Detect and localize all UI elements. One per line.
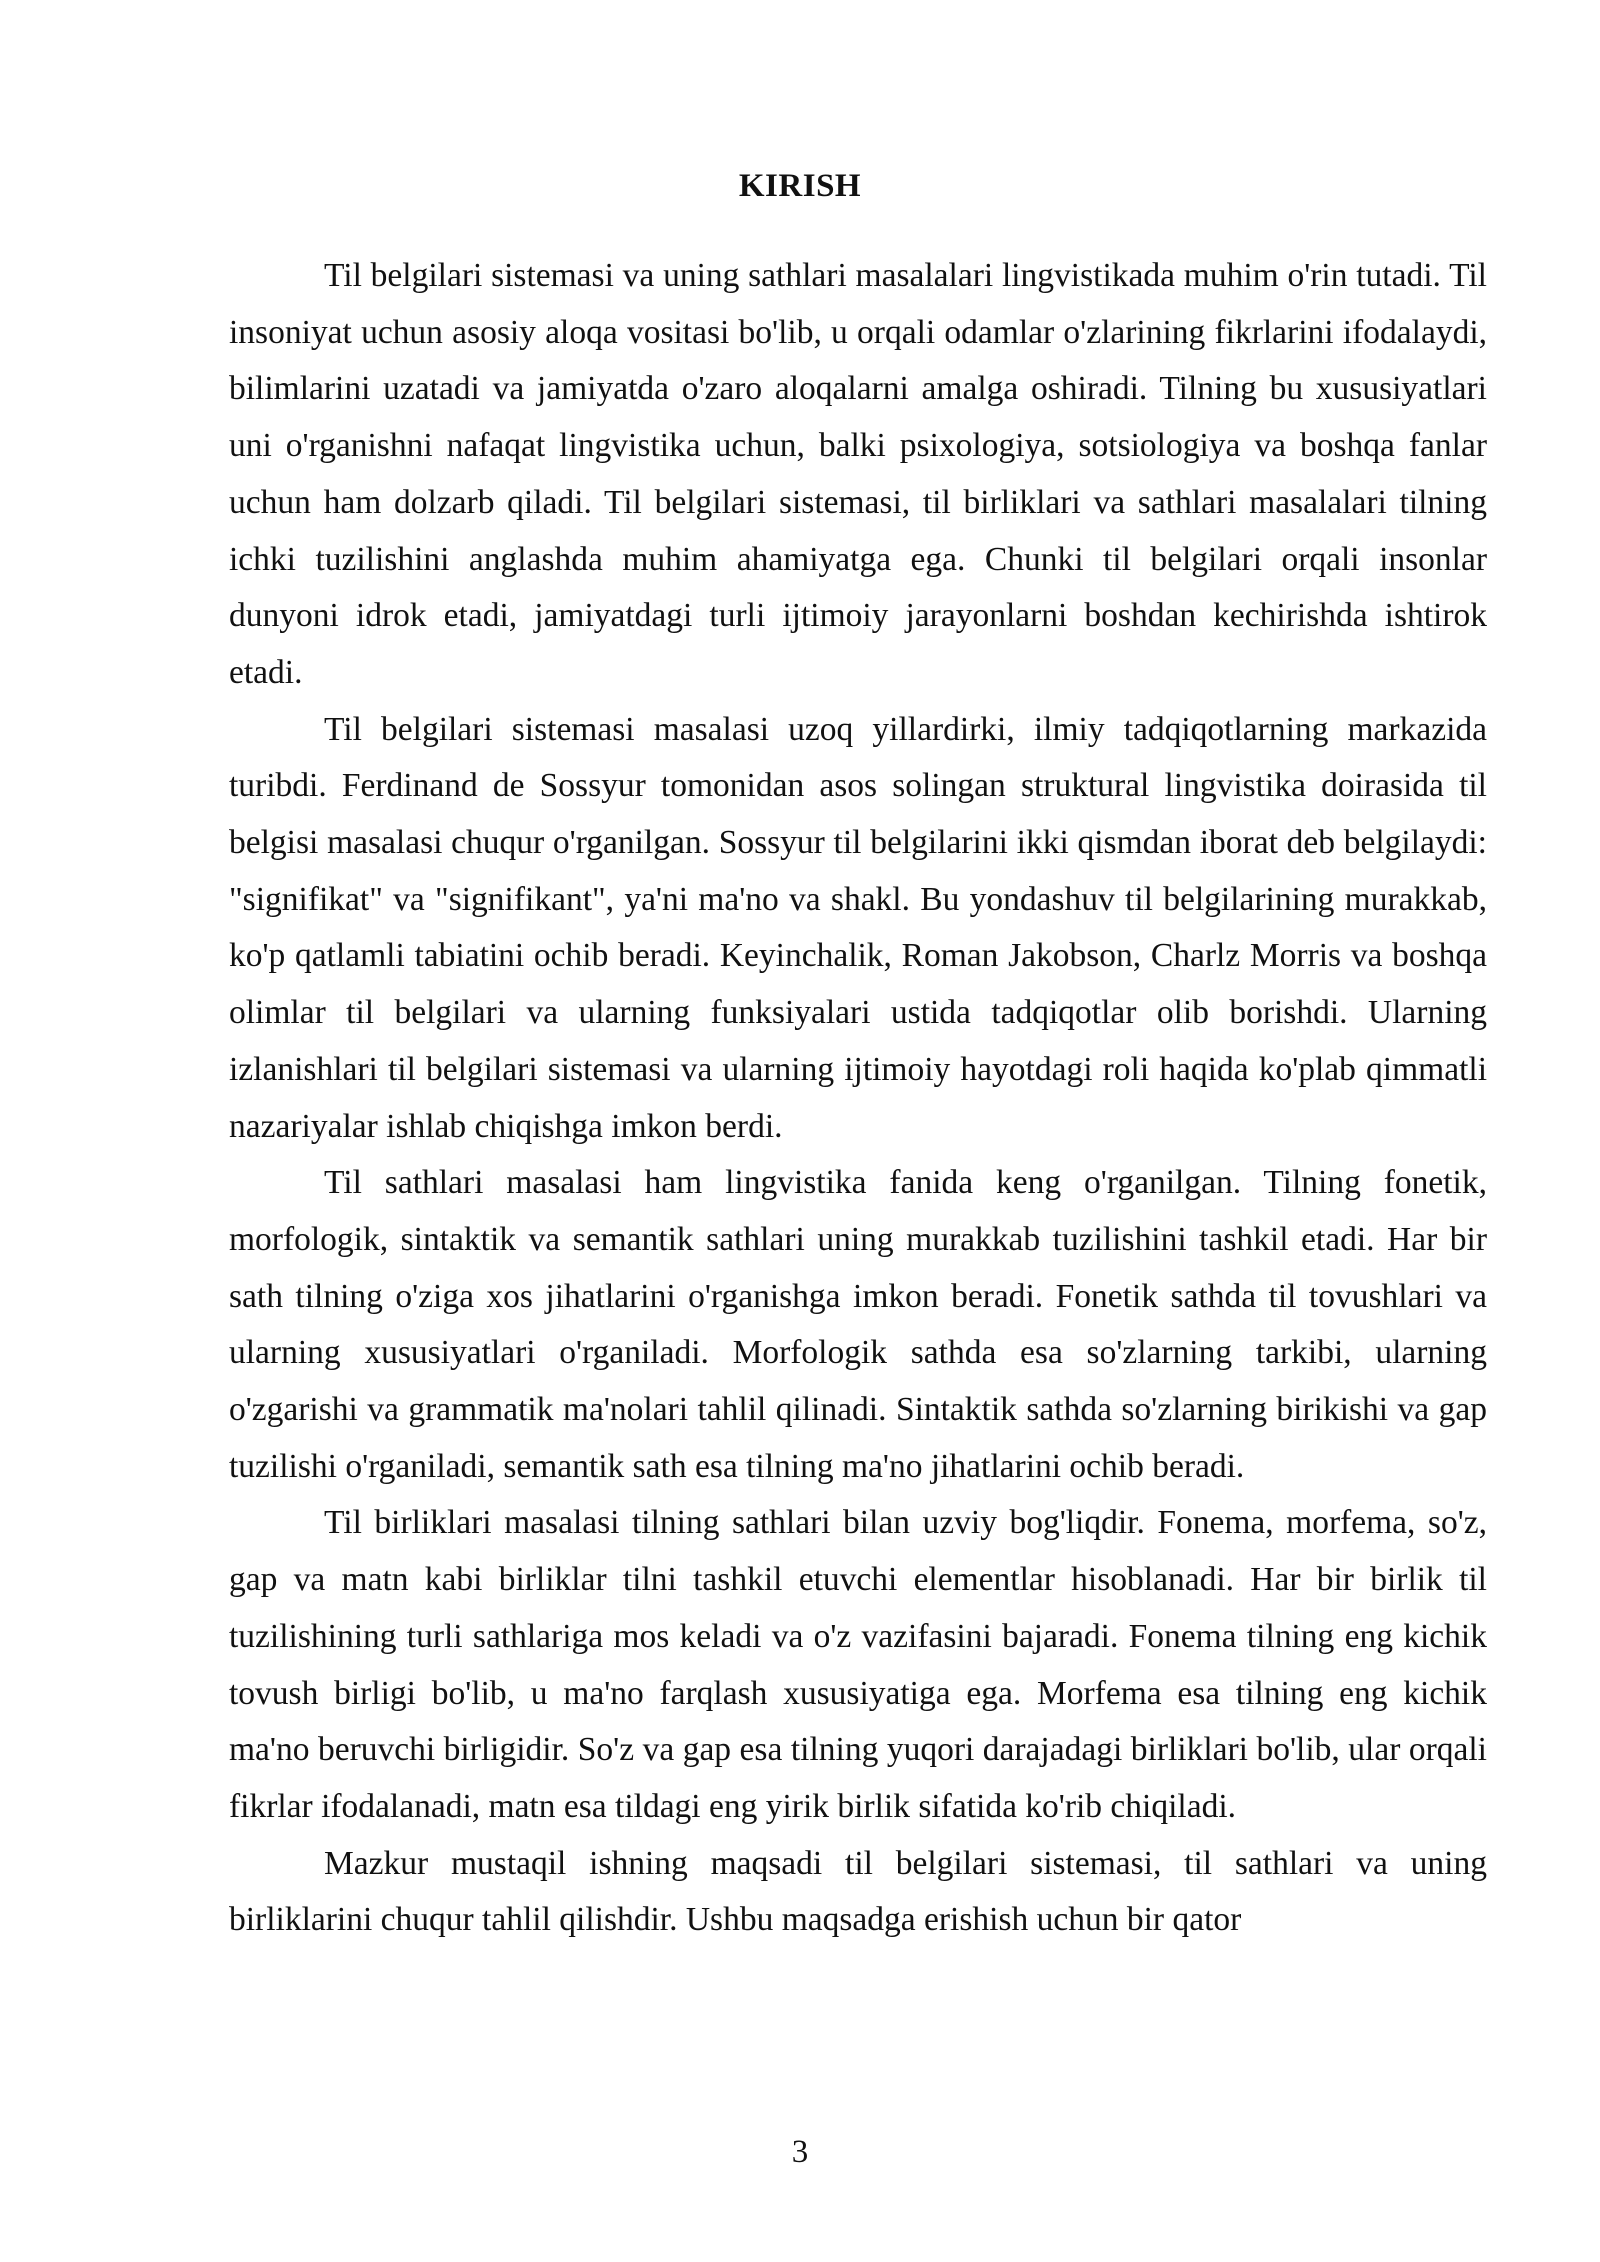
paragraph-3: Til sathlari masalasi ham lingvistika fanida keng o'rganilgan. Tilning fonetik, morfologik, sintaktik va semantik sathlari uning murakkab tuzilishini tashkil etadi. Har bir sath tilning o'ziga xos jihatlarini o'rganishga imkon beradi. Fonetik sathda til tovushlari va ularning xususiyatlari o'rganiladi. Morfologik sathda esa so'zlarning tarkibi, ularning o'zgarishi va grammatik ma'nolari tahlil qilinadi. Sintaktik sathda so'zlarning birikishi va gap tuzilishi o'rganiladi, semantik sath esa tilning ma'no jihatlarini ochib beradi. [229,1164,1487,1485]
body-text [229,248,1487,1949]
page-title: KIRISH [738,168,862,204]
paragraph-5: Mazkur mustaqil ishning maqsadi til belgilari sistemasi, til sathlari va uning birliklarini chuqur tahlil qilishdir. Ushbu maqsadga erishish uchun bir qator [229,1844,1487,1939]
paragraph-4: Til birliklari masalasi tilning sathlari bilan uzviy bog'liqdir. Fonema, morfema, so'z, gap va matn kabi birliklar tilni tashkil etuvchi elementlar hisoblanadi. Har bir birlik til tuzilishining turli sathlariga mos keladi va o'z vazifasini bajaradi. Fonema tilning eng kichik tovush birligi bo'lib, u ma'no farqlash xususiyatiga ega. Morfema esa tilning eng kichik ma'no beruvchi birligidir. So'z va gap esa tilning yuqori darajadagi birliklari bo'lib, ular orqali fikrlar ifodalanadi, matn esa tildagi eng yirik birlik sifatida ko'rib chiqiladi. [229,1504,1487,1825]
page-number: 3 [791,2134,809,2170]
paragraph-2: Til belgilari sistemasi masalasi uzoq yillardirki, ilmiy tadqiqotlarning markazida turibdi. Ferdinand de Sossyur tomonidan asos solingan struktural lingvistika doirasida til belgisi masalasi chuqur o'rganilgan. Sossyur til belgilarini ikki qismdan iborat deb belgilaydi: "signifikat" va "signifikant", ya'ni ma'no va shakl. Bu yondashuv til belgilarining murakkab, ko'p qatlamli tabiatini ochib beradi. Keyinchalik, Roman Jakobson, Charlz Morris va boshqa olimlar til belgilari va ularning funksiyalari ustida tadqiqotlar olib borishdi. Ularning izlanishlari til belgilari sistemasi va ularning ijtimoiy hayotdagi roli haqida ko'plab qimmatli nazariyalar ishlab chiqishga imkon berdi. [229,710,1487,1145]
paragraph-1: Til belgilari sistemasi va uning sathlari masalalari lingvistikada muhim o'rin tutadi. Til insoniyat uchun asosiy aloqa vositasi bo'lib, u orqali odamlar o'zlarining fikrlarini ifodalaydi, bilimlarini uzatadi va jamiyatda o'zaro aloqalarni amalga oshiradi. Tilning bu xususiyatlari uni o'rganishni nafaqat lingvistika uchun, balki psixologiya, sotsiologiya va boshqa fanlar uchun ham dolzarb qiladi. Til belgilari sistemasi, til birliklari va sathlari masalalari tilning ichki tuzilishini anglashda muhim ahamiyatga ega. Chunki til belgilari orqali insonlar dunyoni idrok etadi, jamiyatdagi turli ijtimoiy jarayonlarni boshdan kechirishda ishtirok etadi. [229,257,1487,691]
